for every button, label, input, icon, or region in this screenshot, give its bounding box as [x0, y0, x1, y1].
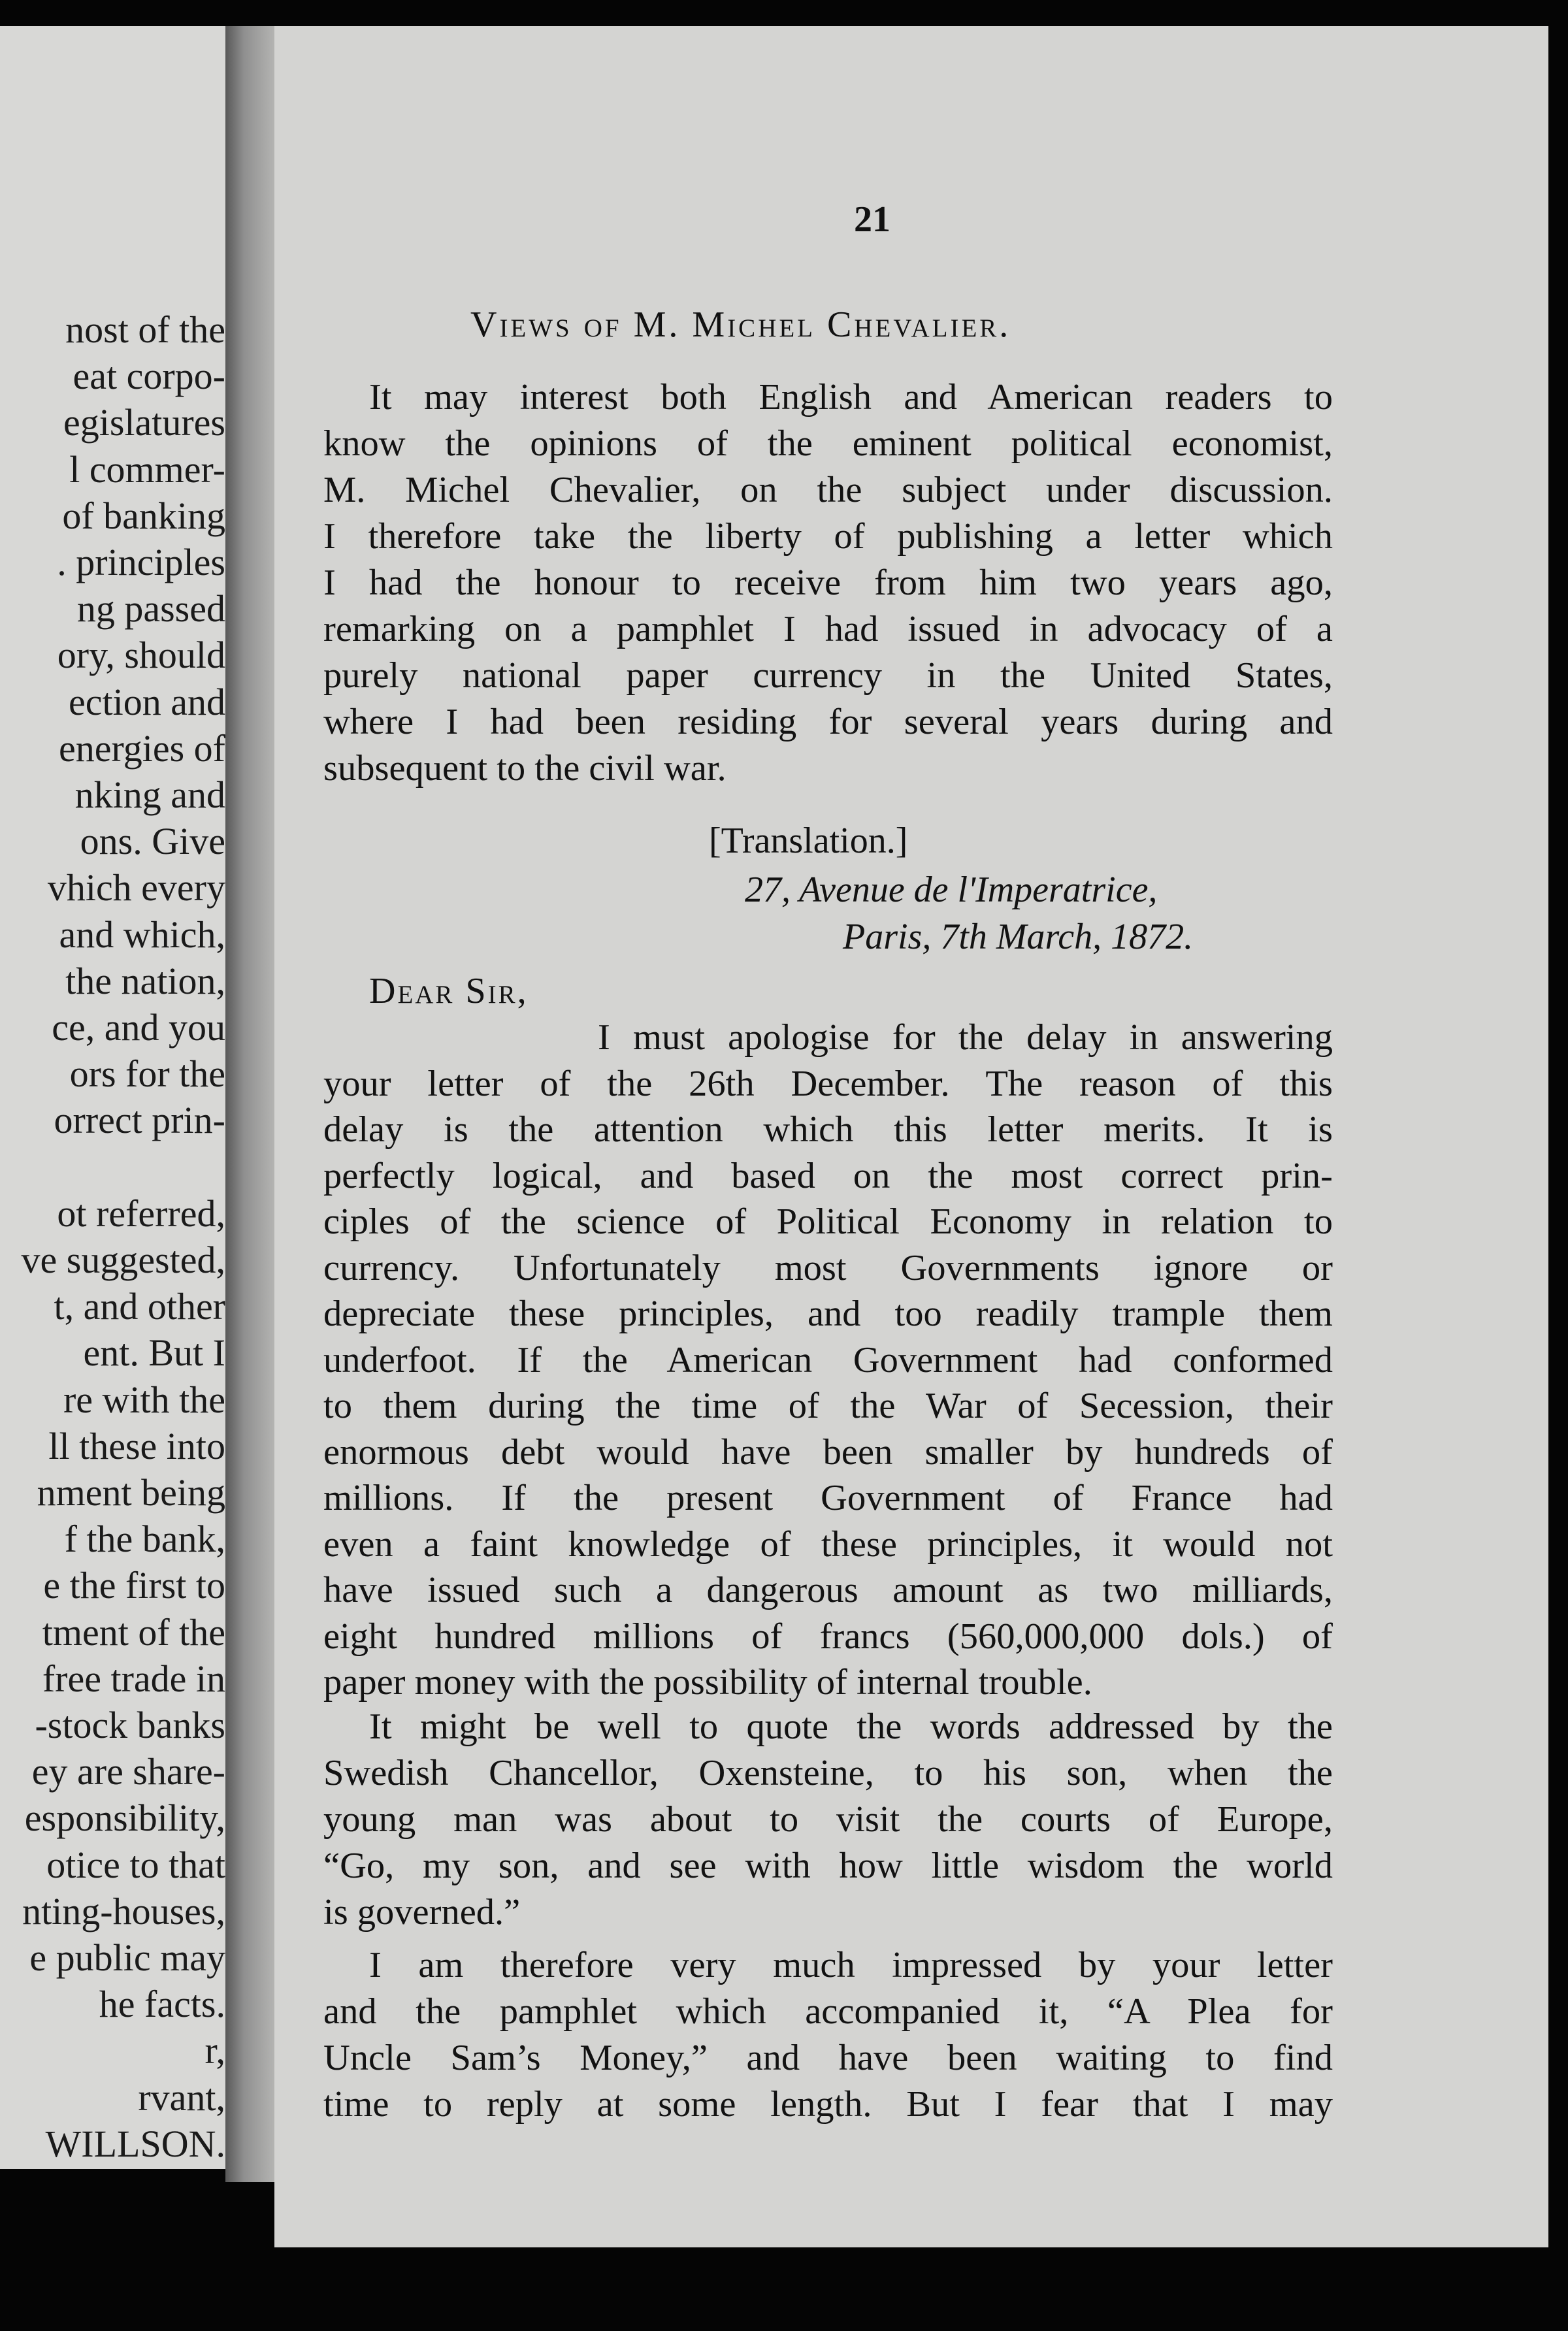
left-page-line: esponsibility, [24, 1797, 225, 1840]
section-heading: Views of M. Michel Chevalier. [470, 304, 1011, 345]
left-page-line: ent. But I [83, 1331, 225, 1375]
left-page-line: ot referred, [57, 1192, 225, 1235]
text-line: remarking on a pamphlet I had issued in advocacy of a [323, 609, 1333, 649]
text-line: It might be well to quote the words addressed by the [369, 1706, 1333, 1747]
book-gutter [225, 26, 278, 2182]
left-page-line: nting-houses, [22, 1889, 225, 1932]
left-page-line: ey are share- [31, 1750, 225, 1793]
left-page-line: re with the [63, 1378, 225, 1421]
text-line: Swedish Chancellor, Oxensteine, to his son, when the [323, 1753, 1333, 1793]
left-page-line: eat corpo- [73, 355, 225, 398]
left-page-line: tment of the [42, 1610, 225, 1654]
text-line: I am therefore very much impressed by your letter [369, 1945, 1333, 1985]
text-line: have issued such a dangerous amount as two milliards, [323, 1570, 1333, 1610]
text-line: It may interest both English and American readers to [369, 377, 1333, 417]
left-page-line: ce, and you [52, 1006, 225, 1049]
page-number: 21 [854, 199, 890, 240]
text-line: depreciate these principles, and too readily trample them [323, 1294, 1333, 1334]
text-line: paper money with the possibility of internal trouble. [323, 1662, 1092, 1703]
text-line: enormous debt would have been smaller by hundreds of [323, 1431, 1333, 1473]
left-page-line: orrect prin- [54, 1099, 225, 1142]
left-page-line: e public may [29, 1936, 225, 1979]
left-page-line: ll these into [48, 1424, 225, 1467]
letter-salutation: Dear Sir, [369, 971, 529, 1011]
left-page-line: the nation, [65, 959, 225, 1002]
letter-address-dateline: Paris, 7th March, 1872. [843, 917, 1194, 957]
text-line: your letter of the 26th December. The reason of this [323, 1063, 1333, 1104]
left-page-line: ors for the [69, 1052, 225, 1096]
left-page-line: ection and [69, 680, 225, 723]
left-facing-page [0, 26, 225, 2169]
text-line: delay is the attention which this letter merits. It is [323, 1109, 1333, 1150]
left-page-line: ng passed [76, 587, 225, 630]
left-page-line: energies of [59, 726, 225, 770]
text-line: “Go, my son, and see with how little wisdom the world [323, 1846, 1333, 1886]
left-page-line: vhich every [47, 866, 225, 909]
left-page-line: of banking [62, 494, 225, 537]
text-line: I must apologise for the delay in answering [598, 1017, 1333, 1058]
letter-address-line-1: 27, Avenue de l'Imperatrice, [745, 870, 1158, 910]
text-line: is governed.” [323, 1892, 521, 1932]
left-page-line: ory, should [57, 634, 225, 677]
left-page-line: free trade in [42, 1657, 225, 1700]
text-line: currency. Unfortunately most Governments ignore or [323, 1247, 1333, 1288]
left-page-line: WILLSON. [45, 2122, 225, 2165]
right-facing-page [274, 26, 1548, 2247]
text-line: time to reply at some length. But I fear that I may [323, 2084, 1333, 2125]
left-page-line: rvant, [138, 2076, 225, 2119]
text-line: eight hundred millions of francs (560,000,000 dols.) of [323, 1616, 1333, 1657]
text-line: millions. If the present Government of France had [323, 1478, 1333, 1518]
text-line: purely national paper currency in the United States, [323, 655, 1333, 696]
translation-note: [Translation.] [709, 821, 908, 861]
left-page-line: and which, [59, 913, 225, 956]
left-page-line: e the first to [43, 1564, 225, 1607]
left-page-line: ons. Give [80, 820, 225, 863]
text-line: perfectly logical, and based on the most correct prin- [323, 1155, 1333, 1196]
text-line: and the pamphlet which accompanied it, “A Plea for [323, 1991, 1333, 2032]
text-line: even a faint knowledge of these principles, it would not [323, 1524, 1333, 1565]
left-page-line: ve suggested, [21, 1239, 225, 1281]
text-line: Uncle Sam’s Money,” and have been waiting to find [323, 2038, 1333, 2078]
text-line: know the opinions of the eminent political economist, [323, 423, 1333, 464]
text-line: subsequent to the civil war. [323, 748, 727, 789]
left-page-line: he facts. [99, 1983, 225, 2026]
left-page-line: egislatures [63, 401, 225, 444]
text-line: ciples of the science of Political Economy in relation to [323, 1201, 1333, 1242]
left-page-line: . principles [57, 541, 225, 583]
left-page-line: -stock banks [35, 1704, 225, 1746]
left-page-line: nking and [74, 774, 225, 816]
text-line: young man was about to visit the courts of Europe, [323, 1799, 1333, 1840]
text-line: M. Michel Chevalier, on the subject under discussion. [323, 470, 1333, 510]
left-page-line: l commer- [69, 448, 225, 491]
text-line: I therefore take the liberty of publishing a letter which [323, 516, 1333, 557]
left-page-line: otice to that [46, 1843, 225, 1886]
left-page-line: r, [204, 2029, 225, 2072]
text-line: underfoot. If the American Government had conformed [323, 1339, 1333, 1380]
text-line: where I had been residing for several years during and [323, 702, 1333, 742]
left-page-line: nment being [37, 1471, 225, 1514]
left-page-line: f the bank, [64, 1518, 225, 1561]
left-page-line: nost of the [65, 308, 225, 351]
text-line: I had the honour to receive from him two years ago, [323, 562, 1333, 603]
left-page-line: t, and other [54, 1285, 225, 1328]
text-line: to them during the time of the War of Secession, their [323, 1386, 1333, 1426]
